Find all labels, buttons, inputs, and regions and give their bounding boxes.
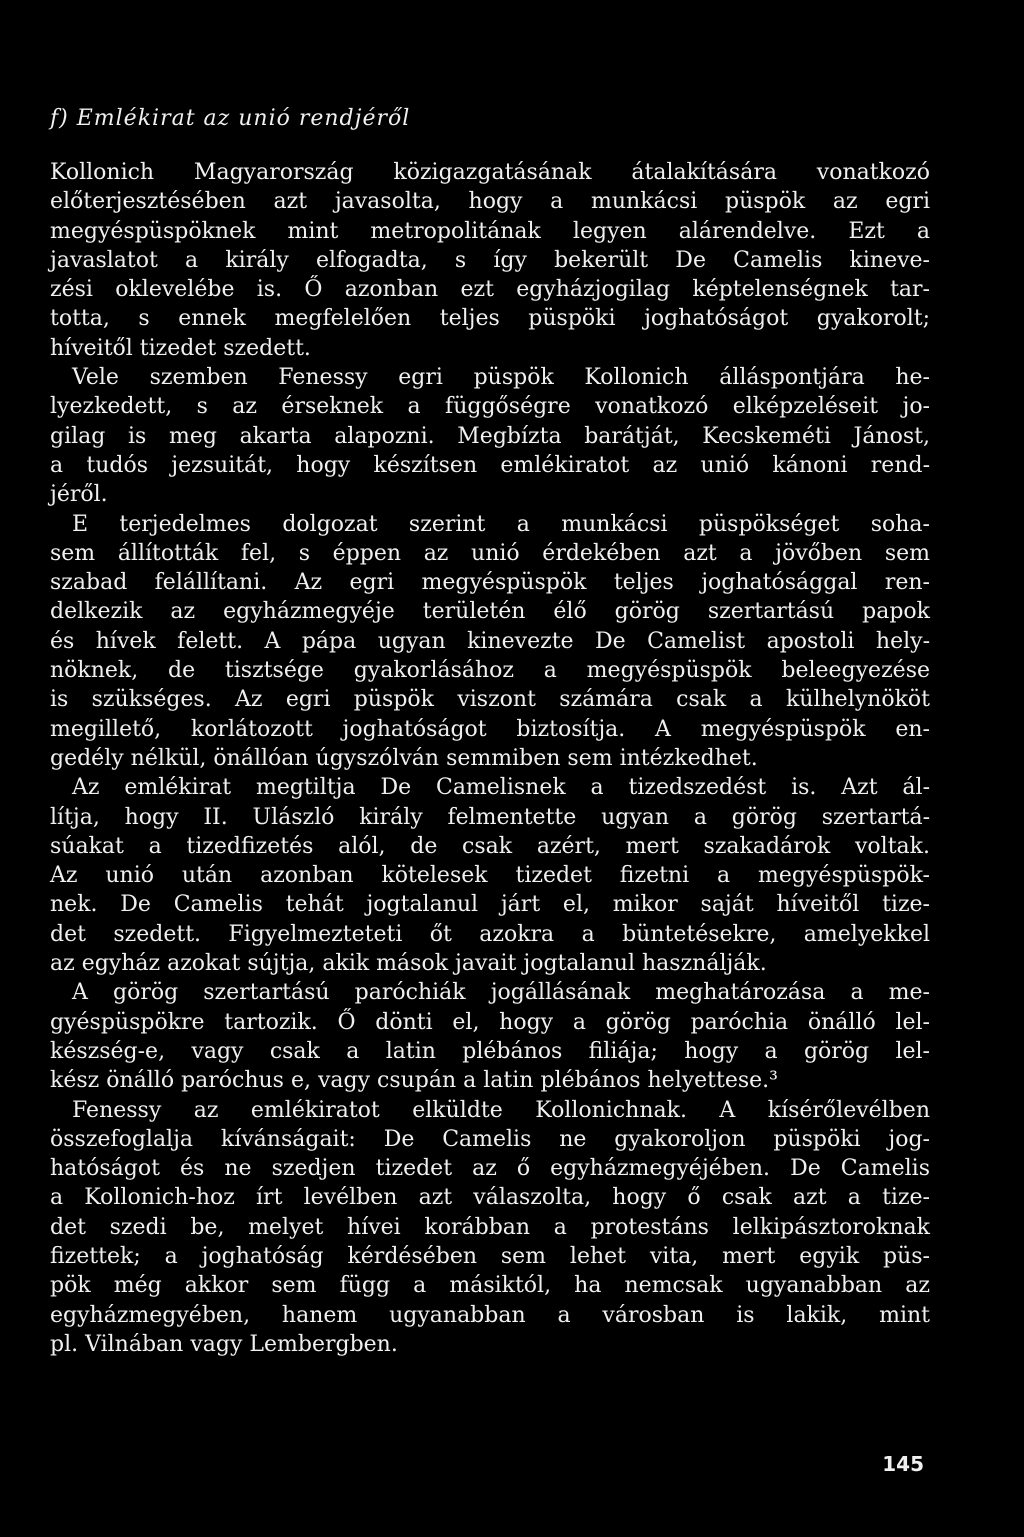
text-line: Az emlékirat megtiltja De Camelisnek a tizedszedést is. Azt ál- [72,775,930,801]
text-line: gilag is meg akarta alapozni. Megbízta barátját, Kecskeméti Jánost, [50,423,930,449]
text-line: hatóságot és ne szedjen tizedet az ő egyházmegyéjében. De Camelis [50,1156,930,1182]
text-line: szabad felállítani. Az egri megyéspüspök teljes joghatósággal ren- [50,570,930,596]
text-line: nek. De Camelis tehát jogtalanul járt el, mikor saját híveitől tize- [50,892,930,918]
body-text [50,158,930,1359]
text-line: súakat a tizedfizetés alól, de csak azért, mert szakadárok voltak. [50,833,930,859]
text-line: egyházmegyében, hanem ugyanabban a városban is lakik, mint [50,1302,930,1328]
text-line: és hívek felett. A pápa ugyan kinevezte De Camelist apostoli hely- [50,628,930,654]
text-line: fizettek; a joghatóság kérdésében sem lehet vita, mert egyik püs- [50,1243,930,1269]
text-line: lyezkedett, s az érseknek a függőségre vonatkozó elképzeléseit jo- [50,394,930,420]
text-line: a Kollonich-hoz írt levélben azt válaszolta, hogy ő csak azt a tize- [50,1185,930,1211]
text-line: megillető, korlátozott joghatóságot biztosítja. A megyéspüspök en- [50,716,930,742]
text-line: Vele szemben Fenessy egri püspök Kollonich álláspontjára he- [72,365,930,391]
text-line: az egyház azokat sújtja, akik mások javait jogtalanul használják. [50,951,767,977]
text-line: a tudós jezsuitát, hogy készítsen emlékiratot az unió kánoni rend- [50,452,930,478]
text-line: megyéspüspöknek mint metropolitának legyen alárendelve. Ezt a [50,218,930,244]
text-line: sem állították fel, s éppen az unió érdekében azt a jövőben sem [50,540,930,566]
text-line: híveitől tizedet szedett. [50,335,311,361]
text-line: összefoglalja kívánságait: De Camelis ne gyakoroljon püspöki jog- [50,1126,930,1152]
text-line: Fenessy az emlékiratot elküldte Kollonichnak. A kísérőlevélben [72,1097,930,1123]
text-line: E terjedelmes dolgozat szerint a munkácsi püspökséget soha- [72,511,930,537]
text-line: kész önálló paróchus e, vagy csupán a latin plébános helyettese.³ [50,1068,778,1094]
text-line: gedély nélkül, önállóan úgyszólván semmiben sem intézkedhet. [50,745,758,771]
text-line: pl. Vilnában vagy Lembergben. [50,1331,398,1357]
text-line: zési oklevelébe is. Ő azonban ezt egyházjogilag képtelenségnek tar- [50,277,930,303]
text-line: totta, s ennek megfelelően teljes püspöki joghatóságot gyakorolt; [50,306,930,332]
text-line: is szükséges. Az egri püspök viszont számára csak a külhelynököt [50,687,930,713]
text-line: pök még akkor sem függ a másiktól, ha nemcsak ugyanabban az [50,1273,930,1299]
page-number: 145 [882,1452,924,1476]
text-line: javaslatot a király elfogadta, s így bekerült De Camelis kineve- [50,247,930,273]
text-line: lítja, hogy II. Ulászló király felmentette ugyan a görög szertartá- [50,804,930,830]
text-line: gyéspüspökre tartozik. Ő dönti el, hogy a görög paróchia önálló lel- [50,1009,930,1035]
text-line: A görög szertartású paróchiák jogállásának meghatározása a me- [72,980,930,1006]
text-line: nöknek, de tisztsége gyakorlásához a megyéspüspök beleegyezése [50,658,930,684]
text-line: Az unió után azonban kötelesek tizedet fizetni a megyéspüspök- [50,863,930,889]
text-line: delkezik az egyházmegyéje területén élő görög szertartású papok [50,599,930,625]
text-line: Kollonich Magyarország közigazgatásának átalakítására vonatkozó [50,160,930,185]
text-line: készség-e, vagy csak a latin plébános filiája; hogy a görög lel- [50,1038,930,1064]
text-line: jéről. [50,482,108,508]
text-line: előterjesztésében azt javasolta, hogy a munkácsi püspök az egri [50,189,930,215]
text-line: det szedett. Figyelmezteteti őt azokra a büntetésekre, amelyekkel [50,921,930,947]
section-heading: f) Emlékirat az unió rendjéről [50,106,411,131]
text-line: det szedi be, melyet hívei korábban a protestáns lelkipásztoroknak [50,1214,930,1240]
